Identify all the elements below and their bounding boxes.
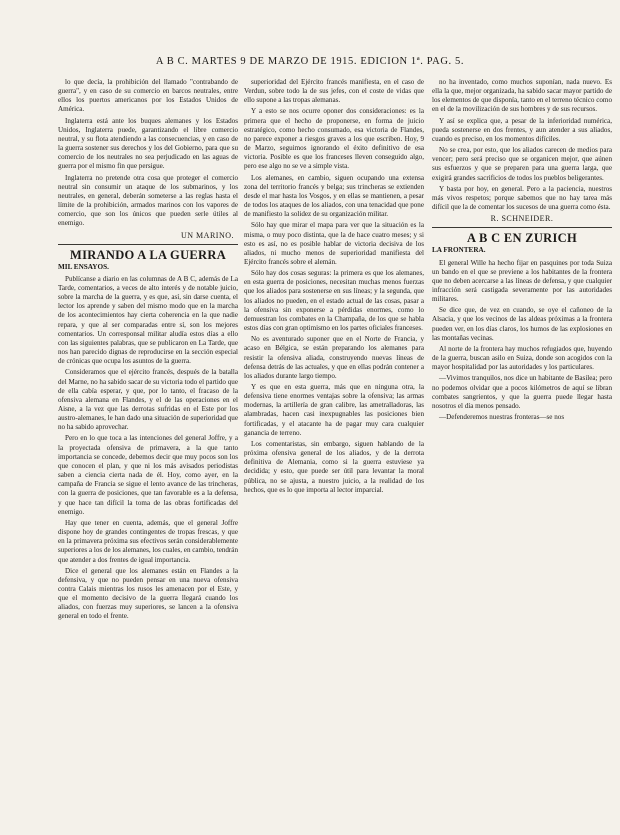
paragraph: Dice el general que los alemanes están en Flandes a la defensiva, y que no pueden pensar en una nueva ofensiva contra Calais mientras los rusos les amenacen por el Este, y que el momento decisivo de la guerra llegará cuando los aliados, con fuerzas muy superiores, se lancen a la ofensiva general en todo el frente.	[58, 566, 238, 621]
page-header: A B C. MARTES 9 DE MARZO DE 1915. EDICION 1ª. PAG. 5.	[155, 56, 465, 67]
paragraph: Sólo hay que mirar el mapa para ver que la situación es la misma, o muy poco distinta, que la de hace cuatro meses; y si esto es así, no es posible hablar de victoria decisiva de los aliados, ni mucho menos de superioridad manifiesta del Ejército francés sobre el alemán.	[244, 221, 424, 266]
paragraph: Consideramos que el ejército francés, después de la batalla del Marne, no ha sabido sacar de su victoria todo el partido que de ella cabía esperar, y que, por lo tanto, el fracaso de la ofensiva alemana en Flandes, y el de las operaciones en el Aisne, a la vez que las derrotas sufridas en el Este por los austro-alemanes, le han dado una situación de superioridad que no ha sabido aprovechar.	[58, 368, 238, 432]
paragraph: No es aventurado suponer que en el Norte de Francia, y acaso en Bélgica, se están preparando los alemanes para resistir la ofensiva aliada, construyendo nuevas líneas de defensa detrás de las actuales, y que en ellas podrán contener a los aliados durante largo tiempo.	[244, 335, 424, 380]
paragraph: no ha inventado, como muchos suponían, nada nuevo. Es ella la que, mejor organizada, ha sabido sacar mayor partido de los elementos de que disponía, tanto en el terreno técnico como en el de la movilización de sus hombres y de sus recursos.	[432, 78, 612, 114]
paragraph: Y a esto se nos ocurre oponer dos consideraciones: es la primera que el hecho de proponerse, en forma de juicio estratégico, como hecho consumado, esa victoria de Flandes, no parece exponer a riesgos graves a los que escriben. Hoy, 9 de Marzo, seguimos ignorando el éxito definitivo de esa victoria. Posible es que los franceses lleven conseguido algo, pero ese algo no se ve a simple vista.	[244, 107, 424, 171]
paragraph: Se dice que, de vez en cuando, se oye el cañoneo de la Alsacia, y que los vecinos de las aldeas próximas a la frontera pueden ver, en los días claros, los humos de las explosiones en las montañas vecinas.	[432, 306, 612, 342]
section-subhead: LA FRONTERA.	[432, 246, 486, 255]
paragraph: Y es que en esta guerra, más que en ninguna otra, la defensiva tiene enormes ventajas sobre la ofensiva; las armas modernas, la artillería de gran calibre, las ametralladoras, las alambradas, hacen casi inexpugnables las posiciones bien fortificadas, y el atacante ha de pagar muy cara cualquier ganancia de terreno.	[244, 383, 424, 437]
paragraph: Publícanse a diario en las columnas de A B C, además de La Tarde, comentarios, a veces de alto interés y de notable juicio, sobre la marcha de la guerra, y es que, así, sin darse cuenta, el lector los aprende y saben del mismo modo que en la marcha de los acontecimientos hay cierta coherencia en la que nadie repara, y que al ser comparadas entre sí, son los mejores comentarios. Un corresponsal militar aludía estos días a ello con las siguientes palabras, que se publicaron en La Tarde, que nos han parecido dignas de reproducirse en la sección especial de crónicas que ocupa los asuntos de la guerra.	[58, 274, 238, 366]
section-title: A B C EN ZURICH	[432, 227, 612, 245]
paragraph: Los comentaristas, sin embargo, siguen hablando de la próxima ofensiva general de los aliados, y de la derrota definitiva de Alemania, como si la guerra estuviese ya decidida; y esto, que puede ser útil para levantar la moral pública, no se ajusta, a nuestro juicio, a la realidad de los hechos, que es lo que importa al lector imparcial.	[244, 439, 424, 494]
section-subhead: MIL ENSAYOS.	[58, 262, 109, 271]
paragraph: Hay que tener en cuenta, además, que el general Joffre dispone hoy de grandes contingentes de tropas frescas, y que en la primavera próxima sus efectivos serán considerablemente superiores a los de los alemanes, los cuales, en cambio, tendrán que atender a dos frentes de igual importancia.	[58, 518, 238, 564]
paragraph: Y así se explica que, a pesar de la inferioridad numérica, pueda sostenerse en dos frentes, y aun atender a sus aliados, cuando es preciso, en los momentos difíciles.	[432, 116, 612, 143]
column-1	[58, 78, 238, 828]
paragraph: —Defenderemos nuestras fronteras—se nos	[439, 413, 565, 421]
paragraph: Sólo hay dos cosas seguras: la primera es que los alemanes, en esta guerra de posiciones, necesitan muchas menos fuerzas que los aliados para sostenerse en sus líneas; y la segunda, que los aliados no pueden, en el estado actual de las cosas, pasar a la ofensiva sin exponerse a pérdidas enormes, como lo demuestran los combates en la Champaña, de los que se habla estos días con gran optimismo en los partes oficiales franceses.	[244, 269, 424, 333]
paragraph: Y basta por hoy, en general. Pero a la paciencia, nuestros más vivos respetos; porque sabemos que no hay tarea más difícil que la de comentar los sucesos de una guerra como ésta.	[432, 184, 612, 212]
paragraph: Al norte de la frontera hay muchos refugiados que, huyendo de la guerra, buscan asilo en Suiza, donde son acogidos con la mayor hospitalidad por las autoridades y los particulares.	[432, 344, 612, 372]
paragraph: Los alemanes, en cambio, siguen ocupando una extensa zona del territorio francés y belga; sus trincheras se extienden desde el mar hasta los Vosgos, y en ellas se mantienen, a pesar de todos los ataques de los aliados, con una tenacidad que pone de manifiesto la solidez de su organización militar.	[244, 173, 424, 219]
section-title: MIRANDO A LA GUERRA	[58, 244, 238, 262]
paragraph: lo que decía, la prohibición del llamado "contrabando de guerra", y en caso de su comercio en barcos neutrales, entre ellos los puertos americanos por los Estados Unidos de América.	[58, 78, 238, 114]
column-3	[432, 78, 612, 828]
signature: R. SCHNEIDER.	[490, 214, 554, 224]
paragraph: Inglaterra está ante los buques alemanes y los Estados Unidos, Inglaterra puede, garantizando el libre comercio neutral, y su flota atendiendo a las consecuencias, y en caso de la guerra sostener sus derechos y los del Gobierno, para que su comercio de los neutrales no sea perjudicado en las aguas de guerra por el mismo fin que persigue.	[58, 116, 238, 171]
paragraph: —Vivimos tranquilos, nos dice un habitante de Basilea; pero no podemos olvidar que a pocos kilómetros de aquí se libran combates sangrientos, y que la guerra puede llegar hasta nosotros el día menos pensado.	[432, 374, 612, 410]
paragraph: El general Wille ha hecho fijar en pasquines por toda Suiza un bando en el que se previene a los habitantes de la frontera que no deben acercarse a las líneas de defensa, y que cualquier infracción será castigada severamente por las autoridades militares.	[432, 258, 612, 304]
paragraph: Inglaterra no pretende otra cosa que proteger el comercio neutral sin consumir un ataque de los submarinos, y los neutrales, en general, deberán someterse a las reglas hasta el límite de la prohibición, armados marinos con los vapores de comercio, que son los únicos que pueden serle útiles al enemigo.	[58, 173, 238, 228]
paragraph: Pero en lo que toca a las intenciones del general Joffre, y a la proyectada ofensiva de primavera, a la que tanto importancia se concede, debemos decir que muy pocos son los que conocen el plan, y que ni los más avisados periodistas saben a ciencia cierta nada de él. Hoy, como ayer, en la campaña de Francia se sigue el lento avance de las trincheras, con la guerra de posiciones, que tan favorable es a la defensa, y que hace tan difícil la toma de las obras fortificadas del enemigo.	[58, 434, 238, 516]
signature: UN MARINO.	[181, 230, 234, 240]
paragraph: No se crea, por esto, que los aliados carecen de medios para vencer; pero será preciso que se organicen mejor, que aúnen sus esfuerzos y que se preparen para una guerra larga, que exigirá grandes sacrificios de todos los pueblos beligerantes.	[432, 146, 612, 182]
paragraph: superioridad del Ejército francés manifiesta, en el caso de Verdun, sobre todo la de sus jefes, con el coste de vidas que ello supone a las tropas alemanas.	[244, 78, 424, 105]
column-2	[244, 78, 424, 828]
